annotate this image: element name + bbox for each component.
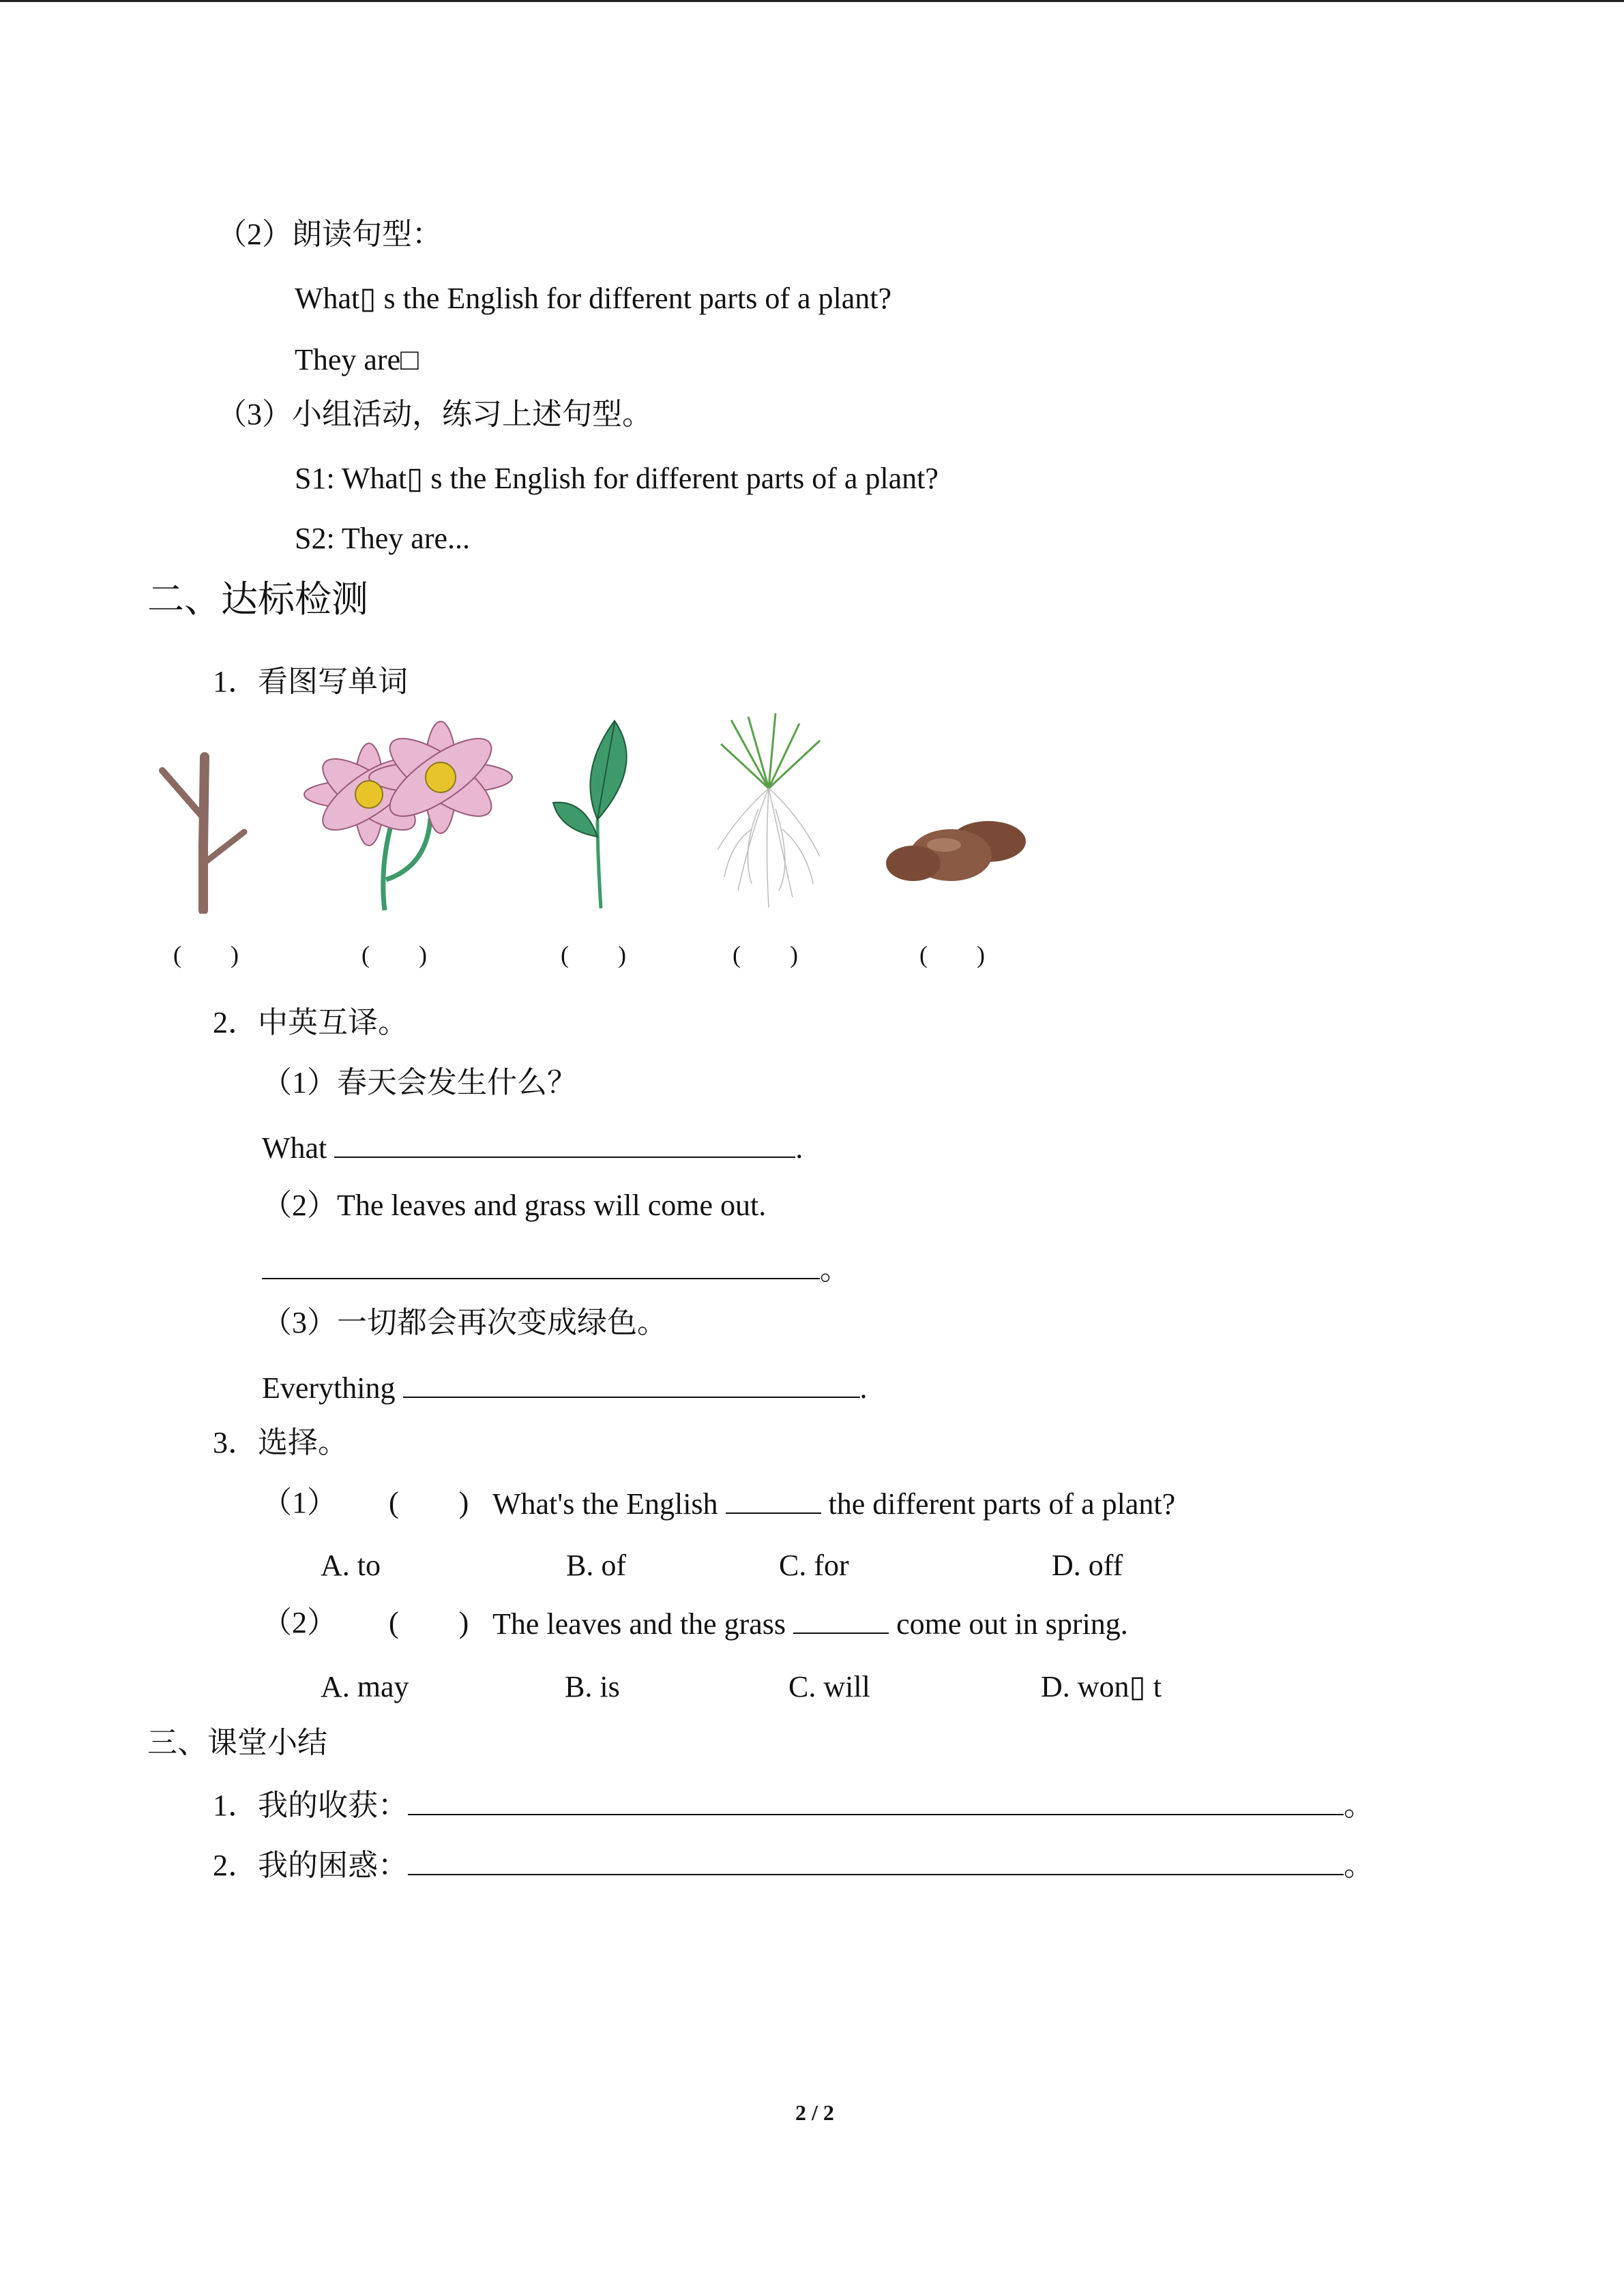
q2-s3-blank[interactable] [403, 1369, 860, 1398]
seed-picture [883, 814, 1039, 889]
stem-picture [156, 743, 251, 914]
q2-s3-chinese: （3）一切都会再次变成绿色。 [262, 1306, 667, 1339]
q3-item2-option-c: C. will [788, 1670, 870, 1703]
summary-doubts-end: 。 [1344, 1849, 1374, 1882]
q2-s1-end: . [795, 1131, 803, 1165]
q3-item2-option-d: D. won▯ t [1041, 1670, 1162, 1703]
q2-s2-answer-line [262, 1251, 850, 1287]
item3-sentence-2: S2: They are... [295, 522, 471, 555]
q3-item1-stem-end: the different parts of a plant? [828, 1487, 1176, 1521]
q3-item2-number: （2） [262, 1606, 337, 1639]
q3-item1-option-a: A. to [321, 1549, 381, 1582]
summary-doubts-blank[interactable] [408, 1847, 1344, 1875]
q2-s2-english: （2）The leaves and grass will come out. [262, 1189, 767, 1222]
summary-doubts-line [213, 1847, 1374, 1883]
q3-label: 3．选择。 [213, 1426, 348, 1459]
picture1-answer-paren: ( ) [173, 941, 239, 968]
picture3-answer-paren: ( ) [561, 941, 626, 968]
top-border [0, 0, 1624, 2]
q3-item1-number: （1） [262, 1486, 337, 1519]
q3-item1-option-c: C. for [779, 1549, 849, 1582]
q3-item2-option-b: B. is [565, 1670, 620, 1703]
q3-item2-stem [492, 1605, 1128, 1642]
q3-item1-option-d: D. off [1052, 1549, 1123, 1582]
q3-item2-stem-end: come out in spring. [896, 1607, 1128, 1641]
q2-s3-answer-line [262, 1369, 868, 1406]
q3-item1-blank[interactable] [726, 1485, 821, 1514]
item3-sentence-1: S1: What▯ s the English for different parts of a plant? [295, 462, 939, 495]
q2-s2-end: 。 [820, 1253, 850, 1286]
q3-item1-paren: ( ) [389, 1486, 469, 1519]
q3-item1-option-b: B. of [566, 1549, 626, 1582]
q2-s1-prefix: What [262, 1131, 327, 1165]
q3-item1-stem-start: What's the English [492, 1487, 718, 1521]
section2-title: 二、达标检测 [147, 579, 368, 620]
q2-s2-blank[interactable] [262, 1251, 820, 1279]
flower-picture [297, 716, 522, 914]
q2-s1-chinese: （1）春天会发生什么？ [262, 1066, 577, 1099]
section3-title: 三、课堂小结 [147, 1726, 327, 1759]
summary-gains-blank[interactable] [408, 1787, 1344, 1815]
q2-s1-blank[interactable] [334, 1129, 795, 1158]
q3-item1-stem [492, 1485, 1175, 1522]
q3-item2-stem-start: The leaves and the grass [492, 1607, 786, 1641]
q3-item2-option-a: A. may [321, 1670, 409, 1703]
summary-gains-label: 1．我的收获： [213, 1789, 408, 1822]
q2-s1-answer-line [262, 1129, 803, 1166]
q3-item2-blank[interactable] [793, 1605, 889, 1634]
q2-s3-prefix: Everything [262, 1371, 396, 1405]
picture4-answer-paren: ( ) [733, 941, 798, 968]
q2-label: 2．中英互译。 [213, 1006, 408, 1039]
q3-item2-paren: ( ) [389, 1606, 469, 1639]
summary-doubts-label: 2．我的困惑： [213, 1849, 408, 1882]
page-number: 2 / 2 [795, 2100, 834, 2125]
picture2-answer-paren: ( ) [361, 941, 427, 968]
summary-gains-line [213, 1787, 1374, 1823]
item2-sentence-1: What▯ s the English for different parts of a plant? [295, 282, 892, 315]
q2-s3-end: . [859, 1371, 868, 1405]
leaf-picture [550, 717, 652, 910]
item3-label: （3）小组活动，练习上述句型。 [217, 398, 652, 431]
q1-label: 1．看图写单词 [213, 665, 408, 698]
item2-label: （2）朗读句型： [217, 218, 442, 251]
picture5-answer-paren: ( ) [919, 941, 985, 968]
summary-gains-end: 。 [1344, 1789, 1374, 1822]
item2-sentence-2: They are□ [295, 343, 419, 376]
root-picture [711, 713, 827, 911]
